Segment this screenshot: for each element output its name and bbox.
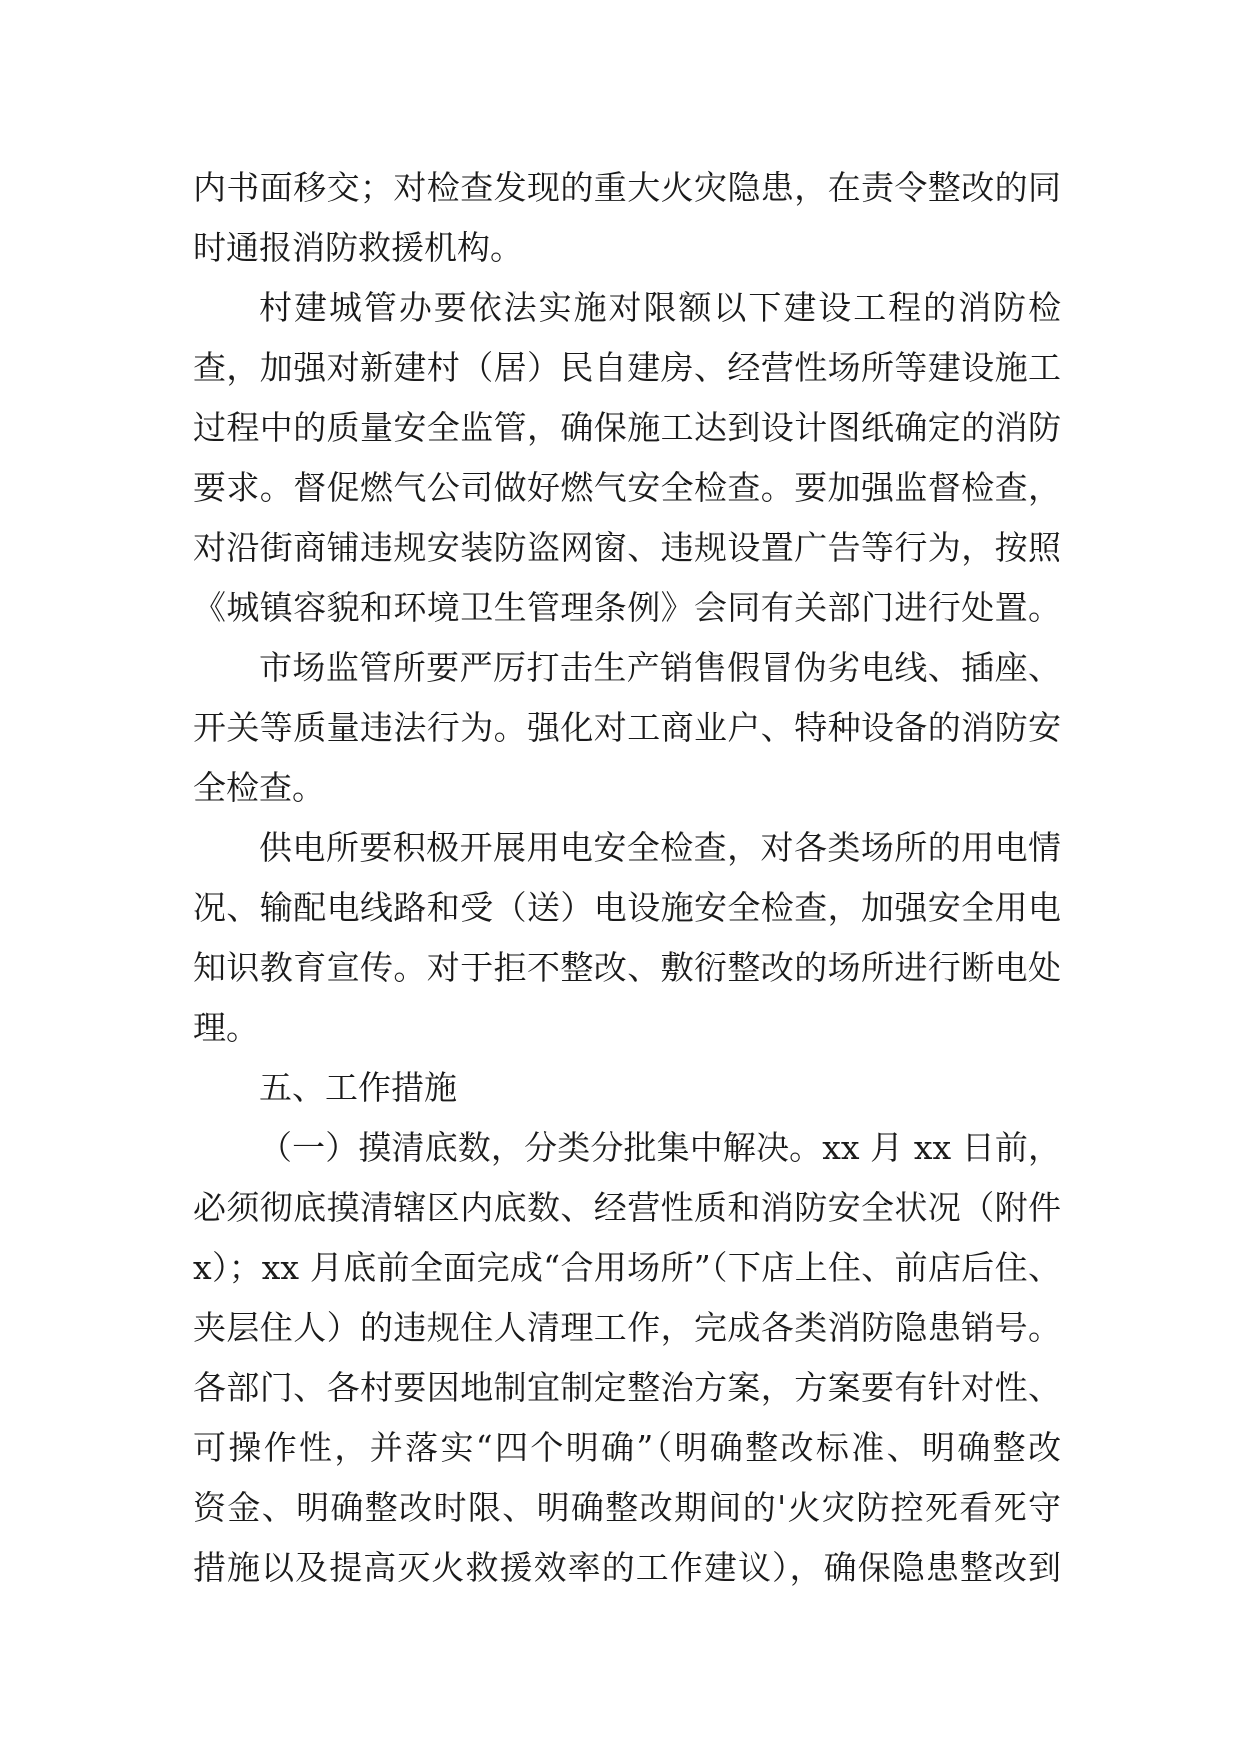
text-line: 知识教育宣传。对于拒不整改、敷衍整改的场所进行断电处 [193, 948, 1061, 987]
text-line: 资金、明确整改时限、明确整改期间的'火灾防控死看死守 [193, 1488, 1061, 1527]
text-line: 市场监管所要严厉打击生产销售假冒伪劣电线、插座、 [259, 648, 1061, 687]
text-line: 必须彻底摸清辖区内底数、经营性质和消防安全状况（附件 [193, 1188, 1061, 1227]
text-line: 开关等质量违法行为。强化对工商业户、特种设备的消防安 [193, 708, 1061, 747]
text-line: 况、输配电线路和受（送）电设施安全检查，加强安全用电 [193, 888, 1061, 927]
text-line: 供电所要积极开展用电安全检查，对各类场所的用电情 [259, 828, 1061, 867]
text-line: （一）摸清底数，分类分批集中解决。xx 月 xx 日前， [259, 1128, 1061, 1167]
text-line: x）；xx 月底前全面完成“合用场所”（下店上住、前店后住、 [193, 1248, 1061, 1287]
text-line: 村建城管办要依法实施对限额以下建设工程的消防检 [259, 288, 1061, 327]
text-line: 要求。督促燃气公司做好燃气安全检查。要加强监督检查， [193, 468, 1061, 507]
text-line: 各部门、各村要因地制宜制定整治方案，方案要有针对性、 [193, 1368, 1061, 1407]
text-line: 查，加强对新建村（居）民自建房、经营性场所等建设施工 [193, 348, 1061, 387]
text-line: 全检查。 [193, 768, 325, 807]
text-line: 夹层住人）的违规住人清理工作，完成各类消防隐患销号。 [193, 1308, 1061, 1347]
text-line: 《城镇容貌和环境卫生管理条例》会同有关部门进行处置。 [193, 588, 1061, 627]
text-line: 内书面移交；对检查发现的重大火灾隐患，在责令整改的同 [193, 168, 1061, 207]
text-line: 过程中的质量安全监管，确保施工达到设计图纸确定的消防 [193, 408, 1061, 447]
document-body [193, 158, 1061, 1598]
text-line: 可操作性，并落实“四个明确”（明确整改标准、明确整改 [193, 1428, 1061, 1467]
text-line: 五、工作措施 [259, 1068, 457, 1107]
text-line: 理。 [193, 1008, 259, 1047]
text-line: 时通报消防救援机构。 [193, 228, 523, 267]
text-line: 措施以及提高灭火救援效率的工作建议），确保隐患整改到 [193, 1548, 1061, 1587]
text-line: 对沿街商铺违规安装防盗网窗、违规设置广告等行为，按照 [193, 528, 1061, 567]
